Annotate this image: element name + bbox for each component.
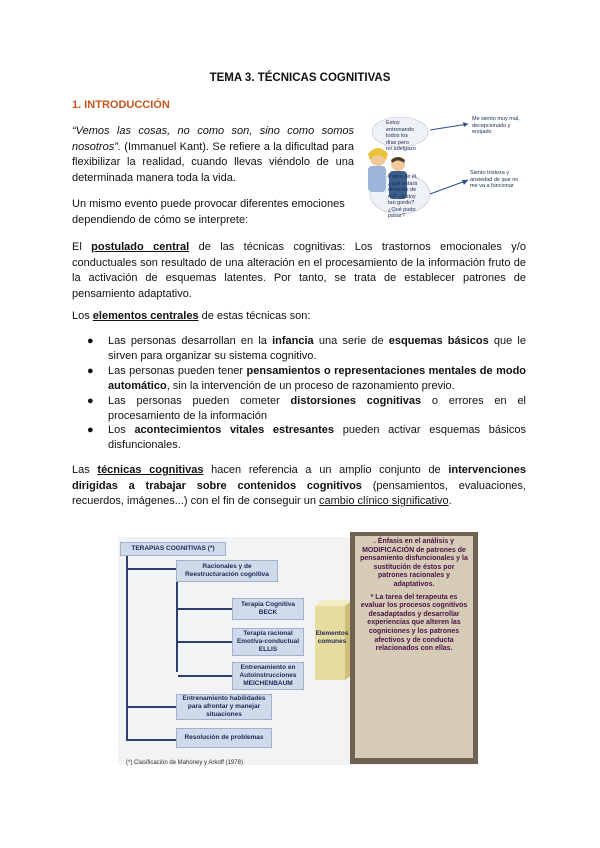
summary-text-1: . Énfasis en el análisis y MODIFICACIÓN de patrones de pensamiento disfuncionales y la sustitución de éstos por patrones racionales y adaptativos. xyxy=(360,538,468,588)
bullet-bold: infancia xyxy=(272,335,314,347)
bullet-text: Las personas pueden cometer xyxy=(108,395,291,407)
cartoon-image xyxy=(358,114,528,218)
bullet-bold: distorsiones cognitivas xyxy=(290,395,422,407)
elementos-intro xyxy=(72,309,526,325)
list-item xyxy=(87,334,526,363)
connector-line xyxy=(126,706,178,708)
elementos-term: elementos centrales xyxy=(92,310,199,322)
bubble-text-top-left: Estoy entrenando todos los días pero no adelgazo xyxy=(386,120,416,152)
connector-line xyxy=(126,556,128,740)
postulado-paragraph xyxy=(72,240,526,302)
ellis-box: Terapia racional Emotiva-conductual ELLIS xyxy=(232,628,304,656)
page-title: TEMA 3. TÉCNICAS COGNITIVAS xyxy=(209,72,391,84)
elementos-rest: de estas técnicas son: xyxy=(198,310,311,322)
tecnicas-end: . xyxy=(448,495,452,507)
bullet-text: que le sirven para organizar su sistema cognitivo. xyxy=(108,335,526,362)
cambio-clinico-term: cambio clínico significativo xyxy=(319,495,449,507)
bullet-icon: ● xyxy=(87,365,94,377)
bullet-bold: esquemas básicos xyxy=(388,335,489,347)
common-elements-label: Elementos comunes xyxy=(315,630,349,645)
list-item xyxy=(87,394,527,423)
root-box: TERAPIAS COGNITIVAS (*) xyxy=(120,542,226,556)
tecnicas-term: técnicas cognitivas xyxy=(97,464,204,476)
quote-explanation: (Immanuel Kant). Se refiere a la dificultad para flexibilizar la realidad, cuando llevas viéndolo de una determinada manera toda la vida. xyxy=(72,140,354,184)
connector-line xyxy=(178,641,232,643)
summary-panel-inner xyxy=(355,536,473,758)
bubble-text-top-right: Me siento muy mal, decepcionado y enojado xyxy=(472,116,520,135)
elementos-prefix: Los xyxy=(72,310,93,322)
tecnicas-text: hacen referencia a un amplio conjunto de xyxy=(203,464,449,476)
connector-line xyxy=(176,580,178,672)
beck-box: Terapia Cognitiva BECK xyxy=(232,598,304,620)
bullet-text: , sin la intervención de un proceso de razonamiento previo. xyxy=(166,379,455,392)
bullet-text: Las personas desarrollan en la xyxy=(108,335,273,347)
bullet-text: pueden activar esquemas básicos disfuncionales. xyxy=(108,424,526,451)
connector-line xyxy=(178,675,232,677)
bubble-text-bottom-left: Pobre de él, ¿qué estará diciendo de mí? ¿Estoy tan gordo? ¿Qué pudo pasar? xyxy=(388,174,418,219)
list-item xyxy=(87,364,527,393)
connector-line xyxy=(178,608,232,610)
postulado-text: de las técnicas cognitivas: Los trastornos emocionales y/o conductuales son resultado de una alteración en el procesamiento de la información fruto de la activación de esquemas latentes. Por tanto, se trata de establecer patrones de pensamiento adaptativo. xyxy=(72,241,526,300)
bullet-text: o errores en el procesamiento de la información xyxy=(108,395,527,422)
tecnicas-prefix: Las xyxy=(72,464,98,476)
habilidades-box: Entrenamiento habilidades para afrontar y manejar situaciones xyxy=(176,694,272,720)
list-item xyxy=(87,423,526,452)
meichenbaum-box: Entrenamiento en Autoinstrucciones MEICHENBAUM xyxy=(232,662,304,690)
bullet-text: Los xyxy=(108,424,135,436)
bullet-bold: acontecimientos vitales estresantes xyxy=(134,424,335,436)
bullet-text: Las personas pueden tener xyxy=(108,365,247,377)
bullet-bold: pensamientos o representaciones mentales de modo automático xyxy=(108,365,527,392)
kant-quote: “Vemos las cosas, no como son, sino como somos nosotros”. xyxy=(72,125,354,153)
diagram-footnote: (*) Clasificación de Mahoney y Arkoff (1978) xyxy=(126,760,243,766)
emotions-paragraph: Un mismo evento puede provocar diferentes emociones dependiendo de cómo se interprete: xyxy=(72,198,345,226)
quote-paragraph xyxy=(72,124,354,186)
summary-panel xyxy=(350,532,478,764)
connector-line xyxy=(126,568,178,570)
postulado-term: postulado central xyxy=(91,241,190,253)
tecnicas-paragraph xyxy=(72,463,526,510)
bullet-icon: ● xyxy=(87,335,94,347)
connector-line xyxy=(126,739,178,741)
bullet-icon: ● xyxy=(87,395,94,407)
postulado-prefix: El xyxy=(72,241,92,253)
bullet-icon: ● xyxy=(87,424,94,436)
racionales-box: Racionales y de Reestructuración cognitiva xyxy=(176,560,278,582)
tecnicas-bold: intervenciones dirigidas a trabajar sobre contenidos cognitivos xyxy=(72,464,526,492)
section-heading: 1. INTRODUCCIÓN xyxy=(72,99,170,111)
summary-text-2: * La tarea del terapeuta es evaluar los procesos cognitivos desadaptados y desarrollar experiencias que alteren las cogniciones y los patrones afectivos y de conducta relacionados con ellas. xyxy=(360,593,468,653)
tecnicas-text: (pensamientos, evaluaciones, recuerdos, imágenes...) con el fin de conseguir un xyxy=(72,479,526,507)
bubble-text-bottom-right: Siento tristeza y ansiedad de que no me va a funcionar xyxy=(470,170,519,189)
bullet-text: una serie de xyxy=(313,335,389,347)
resolucion-box: Resolución de problemas xyxy=(176,728,272,748)
